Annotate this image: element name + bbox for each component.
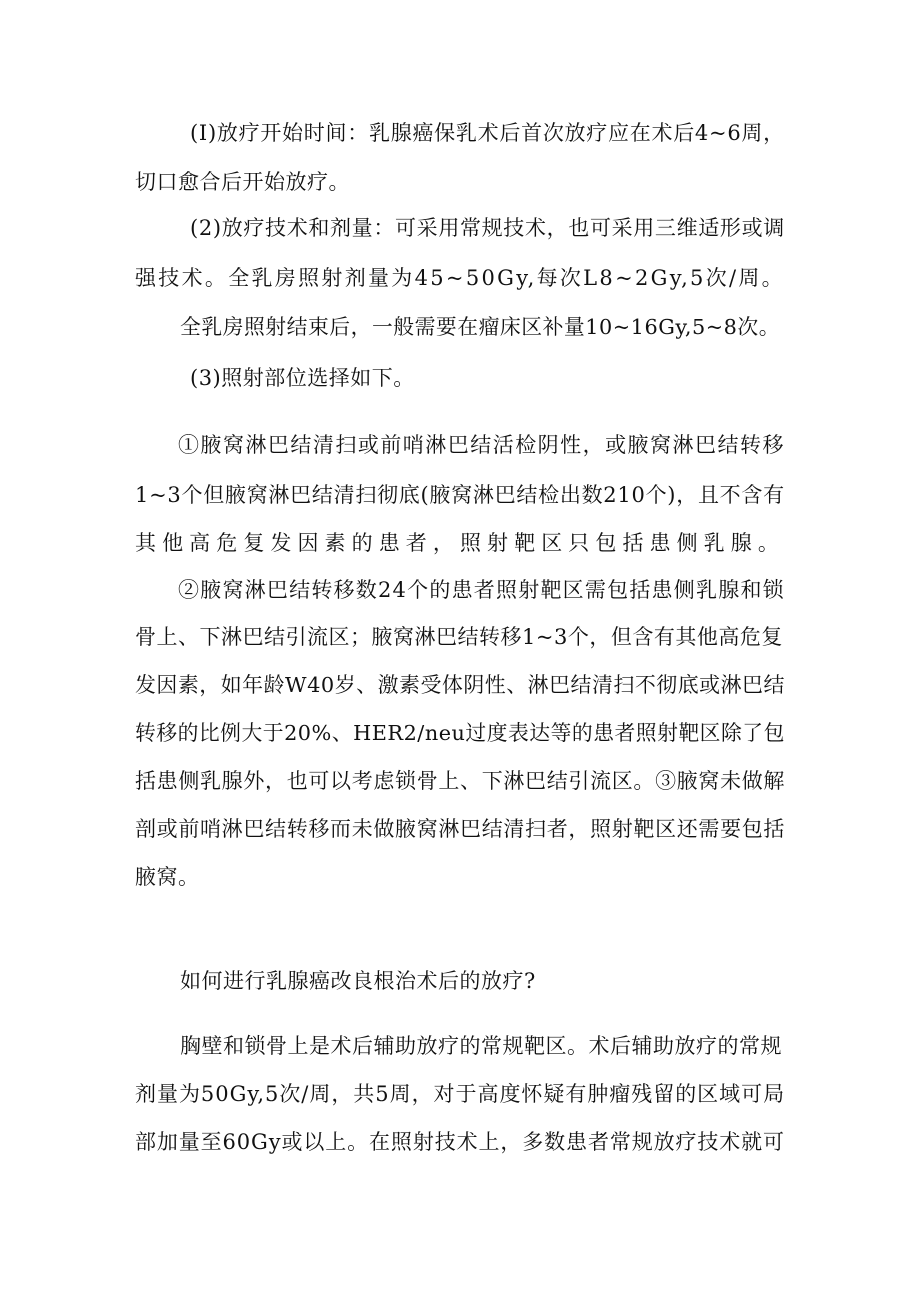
paragraph-8-line-1: 胸壁和锁骨上是术后辅助放疗的常规靶区。术后辅助放疗的常规 xyxy=(180,1034,782,1058)
paragraph-5-line-2: 1~3个但腋窝淋巴结清扫彻底(腋窝淋巴结检出数210个)，且不含有 xyxy=(135,483,785,507)
paragraph-6-line-1: ②腋窝淋巴结转移数24个的患者照射靶区需包括患侧乳腺和锁 xyxy=(178,578,785,602)
paragraph-5-line-1: ①腋窝淋巴结清扫或前哨淋巴结活检阴性，或腋窝淋巴结转移 xyxy=(178,433,785,457)
paragraph-8-line-3: 部加量至60Gy或以上。在照射技术上，多数患者常规放疗技术就可 xyxy=(135,1130,785,1154)
paragraph-6-line-3: 发因素，如年龄W40岁、激素受体阴性、淋巴结清扫不彻底或淋巴结 xyxy=(135,673,785,697)
paragraph-6-line-6: 剖或前哨淋巴结转移而未做腋窝淋巴结清扫者，照射靶区还需要包括 xyxy=(135,817,786,841)
paragraph-4-line-1: (3)照射部位选择如下。 xyxy=(190,366,415,390)
paragraph-6-line-5: 括患侧乳腺外，也可以考虑锁骨上、下淋巴结引流区。③腋窝未做解 xyxy=(135,769,786,793)
paragraph-6-line-7: 腋窝。 xyxy=(135,865,200,889)
section-question-heading: 如何进行乳腺癌改良根治术后的放疗? xyxy=(180,969,536,993)
paragraph-2-line-1: (2)放疗技术和剂量：可采用常规技术，也可采用三维适形或调 xyxy=(190,216,785,240)
paragraph-1-line-1: (I)放疗开始时间：乳腺癌保乳术后首次放疗应在术后4~6周， xyxy=(190,121,785,145)
paragraph-6-line-4: 转移的比例大于20%、HER2/neu过度表达等的患者照射靶区除了包 xyxy=(135,721,785,745)
paragraph-8-line-2: 剂量为50Gy,5次/周，共5周，对于高度怀疑有肿瘤残留的区域可局 xyxy=(135,1082,786,1106)
paragraph-2-line-2: 强技术。全乳房照射剂量为45~50Gy,每次L8~2Gy,5次/周。 xyxy=(135,266,785,290)
paragraph-6-line-2: 骨上、下淋巴结引流区；腋窝淋巴结转移1~3个，但含有其他高危复 xyxy=(135,625,783,649)
paragraph-3-line-1: 全乳房照射结束后，一般需要在瘤床区补量10~16Gy,5~8次。 xyxy=(180,315,781,339)
paragraph-5-line-3: 其他高危复发因素的患者，照射靶区只包括患侧乳腺。 xyxy=(135,531,785,555)
paragraph-1-line-2: 切口愈合后开始放疗。 xyxy=(135,170,350,194)
